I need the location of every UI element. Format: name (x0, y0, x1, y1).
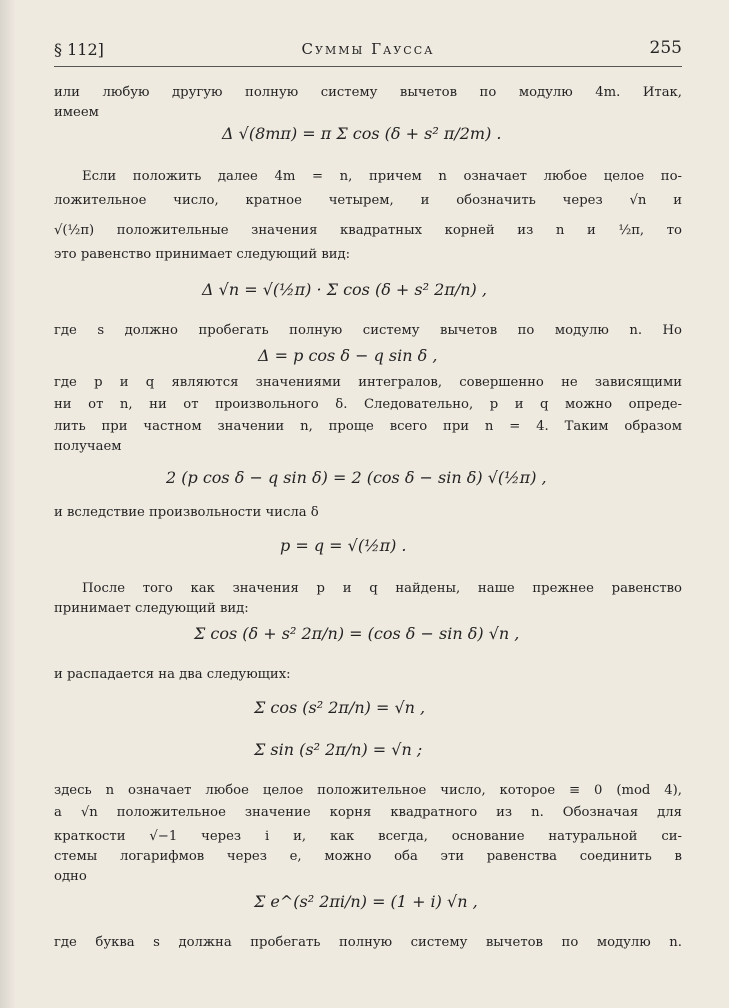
text-line: краткости √−1 через i и, как всегда, основание натуральной си- (54, 829, 682, 844)
formula: Δ √n = √(½π) · Σ cos (δ + s² 2π/n) , (202, 280, 487, 299)
formula: Δ √(8mπ) = π Σ cos (δ + s² π/2m) . (222, 124, 502, 143)
page-number: 255 (649, 38, 682, 58)
text-line: принимает следующий вид: (54, 601, 249, 616)
text-line: и распадается на два следующих: (54, 667, 291, 682)
book-spine-shadow (0, 0, 16, 1008)
running-header (54, 40, 682, 66)
text-line: где p и q являются значениями интегралов, совершенно не зависящими (54, 375, 682, 390)
book-page (54, 0, 682, 1008)
text-line: и вследствие произвольности числа δ (54, 505, 319, 520)
formula: 2 (p cos δ − q sin δ) = 2 (cos δ − sin δ) √(½π) , (166, 468, 547, 487)
running-title: Суммы Гаусса (301, 40, 435, 58)
text-line: Если положить далее 4m = n, причем n означает любое целое по- (82, 169, 682, 184)
text-line: ни от n, ни от произвольного δ. Следовательно, p и q можно опреде- (54, 397, 682, 412)
text-line: √(½π) положительные значения квадратных корней из n и ½π, то (54, 223, 682, 238)
text-line: а √n положительное значение корня квадратного из n. Обозначая для (54, 805, 682, 820)
text-line: получаем (54, 439, 122, 454)
text-line: это равенство принимает следующий вид: (54, 247, 351, 262)
text-line: лить при частном значении n, проще всего при n = 4. Таким образом (54, 419, 682, 434)
text-line: одно (54, 869, 87, 884)
text-line: где s должно пробегать полную систему вычетов по модулю n. Но (54, 323, 682, 338)
header-rule (54, 66, 682, 67)
text-line: здесь n означает любое целое положительное число, которое ≡ 0 (mod 4), (54, 783, 682, 798)
formula: Σ sin (s² 2π/n) = √n ; (254, 740, 423, 759)
text-line: После того как значения p и q найдены, наше прежнее равенство (82, 581, 682, 596)
text-line: ложительное число, кратное четырем, и обозначить через √n и (54, 193, 682, 208)
text-line: или любую другую полную систему вычетов по модулю 4m. Итак, (54, 85, 682, 100)
formula: Σ e^(s² 2πi/n) = (1 + i) √n , (254, 892, 478, 911)
section-number: § 112] (54, 40, 104, 59)
formula: p = q = √(½π) . (280, 536, 407, 555)
text-line: где буква s должна пробегать полную систему вычетов по модулю n. (54, 935, 682, 950)
formula: Σ cos (s² 2π/n) = √n , (254, 698, 426, 717)
formula: Δ = p cos δ − q sin δ , (258, 346, 438, 365)
text-line: имеем (54, 105, 99, 120)
text-line: стемы логарифмов через e, можно оба эти равенства соединить в (54, 849, 682, 864)
formula: Σ cos (δ + s² 2π/n) = (cos δ − sin δ) √n , (194, 624, 520, 643)
